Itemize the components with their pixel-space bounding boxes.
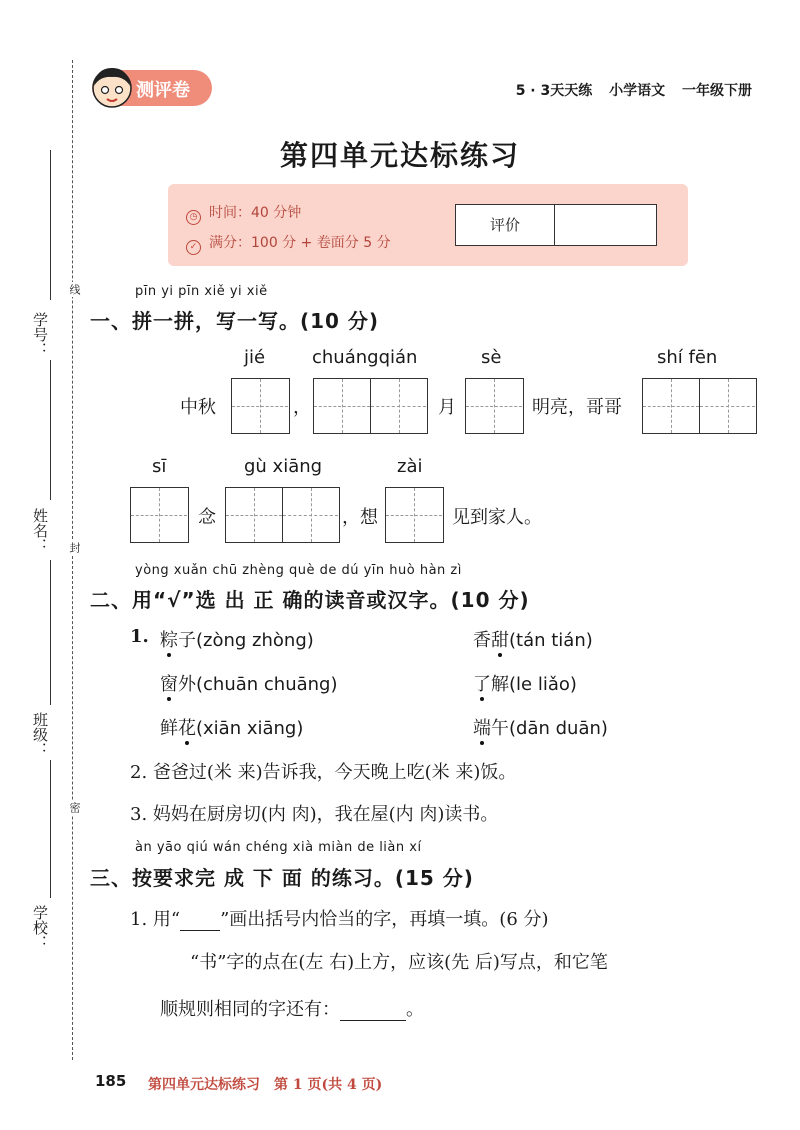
question-2[interactable]: 2. 爸爸过(米 来)告诉我，今天晚上吃(米 来)饭。 <box>130 762 517 783</box>
section3-q1-line1[interactable]: “书”字的点在(左 右)上方，应该(先 后)写点，和它笔 <box>190 952 608 973</box>
section3-question-1 <box>130 905 549 931</box>
name-label: 姓名： <box>31 508 49 553</box>
write-grid-guxiang[interactable] <box>225 487 340 543</box>
pinyin-se: sè <box>481 347 502 368</box>
section3-heading: 三、按要求完 成 下 面 的练习。(15 分) <box>90 866 474 890</box>
dotted-char: 甜 <box>491 630 509 651</box>
section3-q1-line2 <box>160 995 424 1021</box>
choice-xiangtian[interactable] <box>473 626 593 652</box>
question-3[interactable]: 3. 妈妈在厨房切(内 肉)，我在屋(内 肉)读书。 <box>130 804 499 825</box>
plain-char: 解 <box>491 674 509 695</box>
plain-char: 子 <box>178 630 196 651</box>
text-zhongqiu: 中秋 <box>180 397 216 418</box>
pinyin-jie: jié <box>244 347 266 368</box>
pinyin-chuangqian: chuángqián <box>312 347 418 368</box>
text-comma: ， <box>293 397 311 418</box>
footer-page: 第 1 页(共 4 页) <box>274 1077 383 1093</box>
dotted-char: 花 <box>178 718 196 739</box>
text-jiandao: 见到家人。 <box>452 507 542 528</box>
section2-pinyin: yòng xuǎn chū zhèng què de dú yīn huò hàn zì <box>135 563 462 578</box>
school-field[interactable] <box>50 760 51 898</box>
text-xiang: ，想 <box>342 507 378 528</box>
q1-suffix: ”画出括号内恰当的字，再填一填。(6 分) <box>220 909 549 930</box>
write-grid-chuangqian[interactable] <box>313 378 428 434</box>
footer-info <box>148 1074 396 1094</box>
page-number: 185 <box>95 1072 127 1090</box>
seal-mark-feng: 封 <box>68 542 81 553</box>
seal-mark-mi: 密 <box>68 802 81 813</box>
time-text: 时间：40 分钟 <box>209 205 302 221</box>
time-line <box>186 202 301 225</box>
write-grid-jie[interactable] <box>231 378 290 434</box>
choice-liaojie[interactable] <box>473 670 577 696</box>
binding-dashed-line <box>72 60 73 1060</box>
check-circle-icon: ✓ <box>186 240 201 255</box>
answer-blank[interactable] <box>340 1020 406 1021</box>
plain-char: 外 <box>178 674 196 695</box>
school-label: 学校： <box>31 905 49 950</box>
text-nian: 念 <box>198 507 216 528</box>
pinyin-options: (chuān chuāng) <box>196 674 338 695</box>
score-line <box>186 232 391 255</box>
evaluation-label: 评价 <box>456 205 555 245</box>
pinyin-options: (tán tián) <box>509 630 593 651</box>
grade-name: 一年级下册 <box>682 83 752 99</box>
badge-label: 测评卷 <box>136 80 190 101</box>
subject-name: 小学语文 <box>609 83 666 99</box>
student-avatar-icon <box>90 64 134 110</box>
student-id-label: 学号： <box>31 312 49 357</box>
class-field[interactable] <box>50 560 51 705</box>
dotted-char: 了 <box>473 674 491 695</box>
section3-pinyin: àn yāo qiú wán chéng xià miàn de liàn xí <box>135 840 422 855</box>
footer-title: 第四单元达标练习 <box>148 1077 260 1093</box>
choice-zongzi[interactable] <box>160 626 314 652</box>
pinyin-options: (xiān xiāng) <box>196 718 304 739</box>
write-grid-shifen[interactable] <box>642 378 757 434</box>
line2-end: 。 <box>406 999 424 1020</box>
score-text: 满分：100 分 + 卷面分 5 分 <box>209 235 391 251</box>
write-grid-zai[interactable] <box>385 487 444 543</box>
pinyin-options: (le liǎo) <box>509 674 577 695</box>
name-field[interactable] <box>50 360 51 500</box>
header-right <box>504 80 752 100</box>
choice-xianhua[interactable] <box>160 714 303 740</box>
text-mingliang: 明亮，哥哥 <box>532 397 622 418</box>
write-grid-se[interactable] <box>465 378 524 434</box>
section1-pinyin: pīn yi pīn xiě yi xiě <box>135 284 268 299</box>
pinyin-si: sī <box>152 456 167 477</box>
pinyin-zai: zài <box>397 456 423 477</box>
dotted-char: 粽 <box>160 630 178 651</box>
q1-prefix: 1. 用“ <box>130 909 181 930</box>
series-name: 5 · 3天天练 <box>515 83 593 99</box>
plain-char: 午 <box>491 718 509 739</box>
seal-mark-xian: 线 <box>68 284 81 295</box>
pinyin-options: (zòng zhòng) <box>196 630 314 651</box>
plain-char: 香 <box>473 630 491 651</box>
choice-duanwu[interactable] <box>473 714 608 740</box>
section2-heading: 二、用“√”选 出 正 确的读音或汉字。(10 分) <box>90 588 530 612</box>
plain-char: 鲜 <box>160 718 178 739</box>
dotted-char: 端 <box>473 718 491 739</box>
clock-icon: ◷ <box>186 210 201 225</box>
text-yue: 月 <box>438 397 456 418</box>
pinyin-guxiang: gù xiāng <box>244 456 323 477</box>
choice-chuangwai[interactable] <box>160 670 338 696</box>
evaluation-box <box>455 204 657 246</box>
pinyin-options: (dān duān) <box>509 718 608 739</box>
q1-number: 1. <box>130 626 149 647</box>
underline-sample <box>180 930 220 931</box>
dotted-char: 窗 <box>160 674 178 695</box>
write-grid-si[interactable] <box>130 487 189 543</box>
page-title: 第四单元达标练习 <box>279 139 520 172</box>
line2-text: 顺规则相同的字还有： <box>160 999 340 1020</box>
section1-heading: 一、拼一拼，写一写。(10 分) <box>90 309 380 333</box>
pinyin-shifen: shí fēn <box>657 347 718 368</box>
class-label: 班级： <box>31 712 49 757</box>
